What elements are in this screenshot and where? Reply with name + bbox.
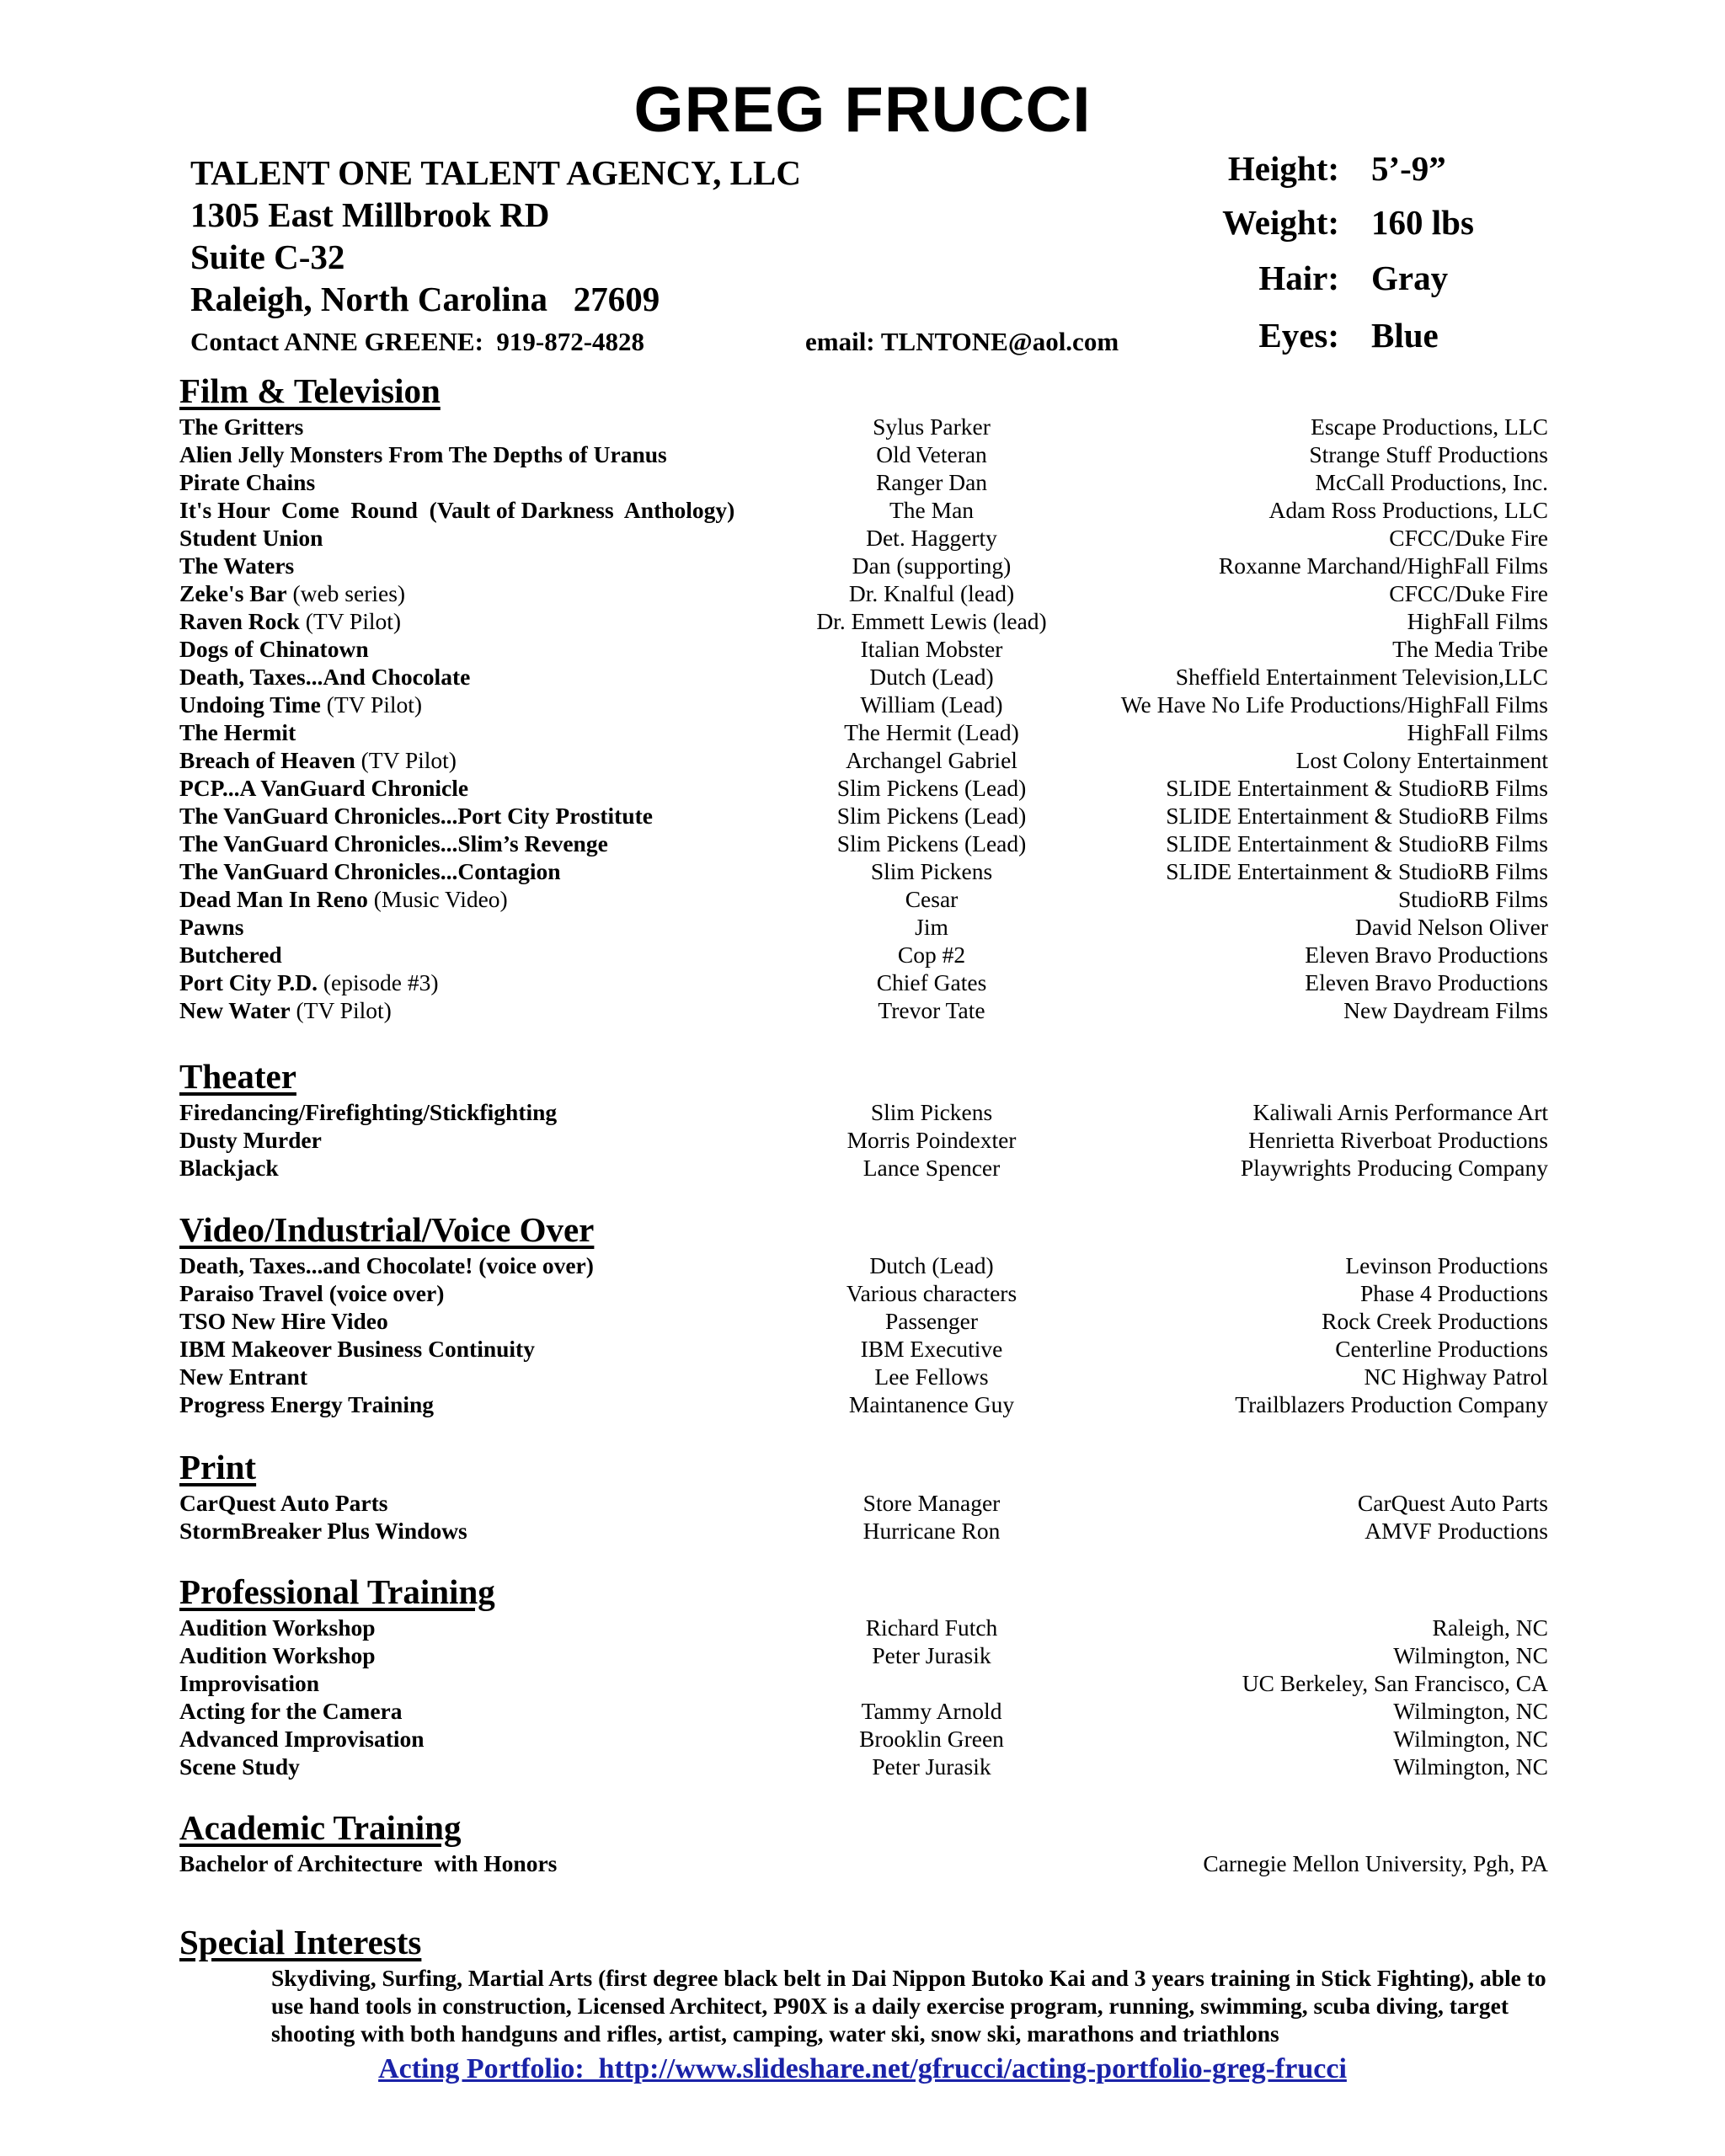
credit-title-cell xyxy=(179,746,457,774)
credit-org: Wilmington, NC xyxy=(1393,1726,1548,1752)
credit-org: David Nelson Oliver xyxy=(1354,914,1548,940)
section-professional-training xyxy=(179,1572,1548,1780)
credit-title-cell xyxy=(179,969,439,996)
credit-row xyxy=(179,1335,1548,1363)
credit-note: (TV Pilot) xyxy=(360,747,457,773)
stat-value: Blue xyxy=(1371,316,1439,355)
credit-row xyxy=(179,774,1548,802)
credit-row xyxy=(179,579,1548,607)
credit-org: CFCC/Duke Fire xyxy=(1389,525,1548,551)
section-print xyxy=(179,1447,1548,1545)
section-film-television xyxy=(179,371,1548,1024)
credit-title: Advanced Improvisation xyxy=(179,1726,425,1752)
credit-role: Det. Haggerty xyxy=(866,525,997,551)
credit-row xyxy=(179,913,1548,941)
credit-note: (TV Pilot) xyxy=(296,997,392,1023)
section-title: Print xyxy=(179,1448,257,1486)
credit-role: The Man xyxy=(889,497,975,523)
credit-row xyxy=(179,1753,1548,1780)
credit-role: Richard Futch xyxy=(865,1614,998,1641)
credit-role: Archangel Gabriel xyxy=(846,747,1017,773)
agency-email[interactable]: email: TLNTONE@aol.com xyxy=(805,327,1119,356)
credit-note: (web series) xyxy=(292,580,406,606)
credit-role: Peter Jurasik xyxy=(872,1642,991,1668)
credit-title: Progress Energy Training xyxy=(179,1391,435,1417)
credit-title: The VanGuard Chronicles...Slim’s Revenge xyxy=(179,830,608,857)
credit-title: CarQuest Auto Parts xyxy=(179,1490,388,1516)
credit-title: The VanGuard Chronicles...Port City Prostitute xyxy=(179,803,653,829)
credit-title-cell xyxy=(179,1669,319,1697)
credit-org: HighFall Films xyxy=(1407,608,1548,634)
credit-role: Hurricane Ron xyxy=(862,1518,1001,1544)
special-interests-text: Skydiving, Surfing, Martial Arts (first degree black belt in Dai Nippon Butoko Kai and 3 years training in Stick Fighting), able to use hand tools in construction, Licensed Architect, P90X is a daily exercise program, running, swimming, scuba diving, target shooting with both handguns and rifles, artist, camping, water ski, snow ski, marathons and triathlons xyxy=(271,1965,1546,2047)
credit-role: Passenger xyxy=(885,1308,978,1334)
credit-title-cell xyxy=(179,1849,557,1877)
credit-org: The Media Tribe xyxy=(1392,636,1548,662)
credit-org: Kaliwali Arnis Performance Art xyxy=(1252,1099,1548,1125)
agency-name: TALENT ONE TALENT AGENCY, LLC xyxy=(190,153,801,192)
section-title: Special Interests xyxy=(179,1923,422,1961)
credit-row xyxy=(179,718,1548,746)
agency-street: 1305 East Millbrook RD xyxy=(190,195,550,234)
credit-note: (TV Pilot) xyxy=(326,691,423,718)
credit-title-cell xyxy=(179,691,422,718)
credit-title-cell xyxy=(179,1517,467,1545)
credit-title-cell xyxy=(179,468,315,496)
credit-org: Levinson Productions xyxy=(1345,1252,1548,1278)
credit-row xyxy=(179,1363,1548,1390)
credit-title-cell xyxy=(179,440,667,468)
credit-row xyxy=(179,802,1548,830)
credit-title-cell xyxy=(179,774,468,802)
credit-title-cell xyxy=(179,941,282,969)
credit-org: SLIDE Entertainment & StudioRB Films xyxy=(1166,775,1548,801)
credit-title-cell xyxy=(179,1335,535,1363)
credit-role: Cesar xyxy=(905,886,959,912)
credit-org: UC Berkeley, San Francisco, CA xyxy=(1242,1670,1548,1696)
credit-row xyxy=(179,607,1548,635)
credit-row xyxy=(179,1641,1548,1669)
credit-role: William (Lead) xyxy=(860,691,1003,718)
credit-title: Zeke's Bar xyxy=(179,580,287,606)
credit-org: Wilmington, NC xyxy=(1393,1698,1548,1724)
credit-org: Strange Stuff Productions xyxy=(1309,441,1548,467)
section-title: Theater xyxy=(179,1057,296,1096)
credit-title-cell xyxy=(179,1725,425,1753)
credit-role: Peter Jurasik xyxy=(872,1753,991,1780)
section-academic-training xyxy=(179,1807,1548,1877)
credit-title: TSO New Hire Video xyxy=(179,1308,388,1334)
credit-org: Trailblazers Production Company xyxy=(1235,1391,1548,1417)
credit-title: Blackjack xyxy=(179,1155,279,1181)
credit-org: Sheffield Entertainment Television,LLC xyxy=(1175,664,1548,690)
credit-role: Jim xyxy=(915,914,948,940)
credit-org: McCall Productions, Inc. xyxy=(1315,469,1548,495)
agency-city: Raleigh, North Carolina 27609 xyxy=(190,280,660,318)
credit-org: Adam Ross Productions, LLC xyxy=(1268,497,1548,523)
credit-title: The Waters xyxy=(179,552,295,579)
credit-org: SLIDE Entertainment & StudioRB Films xyxy=(1166,830,1548,857)
credit-role: Sylus Parker xyxy=(873,414,991,440)
credit-org: Roxanne Marchand/HighFall Films xyxy=(1218,552,1548,579)
credit-title: Firedancing/Firefighting/Stickfighting xyxy=(179,1099,558,1125)
credit-title-cell xyxy=(179,1307,388,1335)
credit-role: Slim Pickens (Lead) xyxy=(836,803,1027,829)
credit-title: The VanGuard Chronicles...Contagion xyxy=(179,858,561,884)
credit-org: Wilmington, NC xyxy=(1393,1642,1548,1668)
credit-title-cell xyxy=(179,857,561,885)
credit-org: AMVF Productions xyxy=(1365,1518,1548,1544)
credit-title-cell xyxy=(179,635,369,663)
credit-role: Trevor Tate xyxy=(878,997,985,1023)
credit-row xyxy=(179,1251,1548,1279)
credit-title-cell xyxy=(179,718,296,746)
credit-note: (Music Video) xyxy=(373,886,508,912)
credit-row xyxy=(179,746,1548,774)
section-special-interests xyxy=(179,1922,1548,1964)
stat-value: 5’-9” xyxy=(1371,149,1446,188)
credit-org: StudioRB Films xyxy=(1397,886,1548,912)
credit-title: Improvisation xyxy=(179,1670,320,1696)
credit-role: Old Veteran xyxy=(876,441,987,467)
credit-row xyxy=(179,1154,1548,1182)
credit-title-cell xyxy=(179,996,392,1024)
credit-org: Centerline Productions xyxy=(1335,1336,1548,1362)
credit-title-cell xyxy=(179,1363,307,1390)
section-title: Film & Television xyxy=(179,371,441,410)
credit-org: Phase 4 Productions xyxy=(1359,1280,1548,1306)
credit-org: SLIDE Entertainment & StudioRB Films xyxy=(1166,803,1548,829)
credit-title-cell xyxy=(179,607,401,635)
credit-title: Dogs of Chinatown xyxy=(179,636,369,662)
credit-row xyxy=(179,830,1548,857)
portfolio-link[interactable]: Acting Portfolio: http://www.slideshare.net/gfrucci/acting-portfolio-greg-frucci xyxy=(378,2053,1347,2084)
credit-title-cell xyxy=(179,1614,376,1641)
credit-note: (episode #3) xyxy=(323,969,439,995)
credit-row xyxy=(179,524,1548,552)
stat-value: Gray xyxy=(1371,259,1449,297)
credit-title-cell xyxy=(179,1279,444,1307)
credit-row xyxy=(179,635,1548,663)
resume-name: GREG FRUCCI xyxy=(633,74,1092,146)
credit-role: Morris Poindexter xyxy=(846,1127,1017,1153)
agency-block xyxy=(190,152,801,320)
credit-org: Playwrights Producing Company xyxy=(1240,1155,1548,1181)
credit-title: StormBreaker Plus Windows xyxy=(179,1518,467,1544)
credit-role: Italian Mobster xyxy=(860,636,1003,662)
credit-title-cell xyxy=(179,579,405,607)
credit-title: Raven Rock xyxy=(179,608,300,634)
credit-title: New Water xyxy=(179,997,291,1023)
credit-title-cell xyxy=(179,1641,376,1669)
credit-role: Dutch (Lead) xyxy=(869,664,994,690)
credit-row xyxy=(179,1725,1548,1753)
credit-row xyxy=(179,941,1548,969)
credit-role: Cop #2 xyxy=(897,942,966,968)
credit-org: Escape Productions, LLC xyxy=(1311,414,1548,440)
credit-org: New Daydream Films xyxy=(1343,997,1548,1023)
credit-title-cell xyxy=(179,1489,387,1517)
credit-org: Eleven Bravo Productions xyxy=(1305,942,1548,968)
credit-row xyxy=(179,1307,1548,1335)
credit-role: Dr. Knalful (lead) xyxy=(848,580,1015,606)
credit-role: The Hermit (Lead) xyxy=(844,719,1019,745)
credit-row xyxy=(179,1697,1548,1725)
credit-title-cell xyxy=(179,1126,322,1154)
credit-title-cell xyxy=(179,1251,594,1279)
credit-row xyxy=(179,663,1548,691)
credit-title-cell xyxy=(179,1697,403,1725)
credit-title: Dusty Murder xyxy=(179,1127,322,1153)
credit-title: The Hermit xyxy=(179,719,296,745)
credit-row xyxy=(179,885,1548,913)
agency-suite: Suite C-32 xyxy=(190,237,345,276)
credit-title-cell xyxy=(179,1098,557,1126)
credit-role: Brooklin Green xyxy=(859,1726,1004,1752)
credit-row xyxy=(179,1669,1548,1697)
credit-role: Dr. Emmett Lewis (lead) xyxy=(816,608,1047,634)
credit-row xyxy=(179,1098,1548,1126)
section-title: Academic Training xyxy=(179,1808,462,1847)
credit-title-cell xyxy=(179,663,470,691)
section-video-industrial-voice-over xyxy=(179,1209,1548,1418)
credit-role: IBM Executive xyxy=(860,1336,1003,1362)
credit-title-cell xyxy=(179,830,608,857)
credit-org: We Have No Life Productions/HighFall Films xyxy=(1120,691,1548,718)
credit-role: Lance Spencer xyxy=(862,1155,1001,1181)
credit-title: Acting for the Camera xyxy=(179,1698,403,1724)
credit-row xyxy=(179,552,1548,579)
credit-title: Breach of Heaven xyxy=(179,747,355,773)
stat-label: Weight: xyxy=(1222,203,1339,242)
agency-contact: Contact ANNE GREENE: 919-872-4828 xyxy=(190,327,645,356)
stat-label: Height: xyxy=(1227,149,1339,188)
credit-row xyxy=(179,857,1548,885)
credit-org: HighFall Films xyxy=(1407,719,1548,745)
credit-role: Various characters xyxy=(846,1280,1017,1306)
credit-title: IBM Makeover Business Continuity xyxy=(179,1336,535,1362)
credit-org: Henrietta Riverboat Productions xyxy=(1248,1127,1548,1153)
credit-org: Wilmington, NC xyxy=(1393,1753,1548,1780)
credit-row xyxy=(179,1614,1548,1641)
credit-row xyxy=(179,996,1548,1024)
stat-value: 160 lbs xyxy=(1371,203,1474,242)
section-title: Video/Industrial/Voice Over xyxy=(179,1210,595,1249)
credit-role: Store Manager xyxy=(862,1490,1001,1516)
stat-label: Hair: xyxy=(1258,259,1339,297)
credit-org: Rock Creek Productions xyxy=(1322,1308,1548,1334)
credit-title: Butchered xyxy=(179,942,282,968)
credit-title-cell xyxy=(179,1390,434,1418)
credit-title: Alien Jelly Monsters From The Depths of Uranus xyxy=(179,441,667,467)
credit-title-cell xyxy=(179,524,323,552)
credit-title: Pawns xyxy=(179,914,244,940)
credit-role: Dutch (Lead) xyxy=(869,1252,994,1278)
credit-title: Audition Workshop xyxy=(179,1642,376,1668)
credit-row xyxy=(179,969,1548,996)
credit-title: Death, Taxes...And Chocolate xyxy=(179,664,471,690)
credit-title: Pirate Chains xyxy=(179,469,316,495)
credit-title: Student Union xyxy=(179,525,323,551)
credit-title: Port City P.D. xyxy=(179,969,318,995)
credit-row xyxy=(179,691,1548,718)
credit-row xyxy=(179,468,1548,496)
credit-role: Dan (supporting) xyxy=(852,552,1012,579)
credit-title-cell xyxy=(179,413,303,440)
credit-role: Maintanence Guy xyxy=(848,1391,1015,1417)
credit-org: Carnegie Mellon University, Pgh, PA xyxy=(1203,1850,1548,1876)
credit-title: Paraiso Travel (voice over) xyxy=(179,1280,445,1306)
credit-org: Lost Colony Entertainment xyxy=(1295,747,1548,773)
credit-role: Slim Pickens xyxy=(870,1099,993,1125)
credit-row xyxy=(179,440,1548,468)
credit-org: Raleigh, NC xyxy=(1432,1614,1548,1641)
credit-role: Slim Pickens (Lead) xyxy=(836,830,1027,857)
credit-title-cell xyxy=(179,1154,279,1182)
credit-row xyxy=(179,413,1548,440)
credit-title-cell xyxy=(179,885,508,913)
credit-row xyxy=(179,1517,1548,1545)
credit-org: Eleven Bravo Productions xyxy=(1305,969,1548,995)
credit-row xyxy=(179,1126,1548,1154)
credit-org: SLIDE Entertainment & StudioRB Films xyxy=(1166,858,1548,884)
credit-title: Undoing Time xyxy=(179,691,321,718)
stat-label: Eyes: xyxy=(1258,316,1339,355)
section-theater xyxy=(179,1056,1548,1182)
credit-title: Bachelor of Architecture with Honors xyxy=(179,1850,558,1876)
credit-role: Chief Gates xyxy=(876,969,987,995)
credit-title-cell xyxy=(179,913,243,941)
credit-org: NC Highway Patrol xyxy=(1364,1364,1548,1390)
credit-title: PCP...A VanGuard Chronicle xyxy=(179,775,469,801)
credit-row xyxy=(179,1279,1548,1307)
credit-title: Audition Workshop xyxy=(179,1614,376,1641)
credit-title-cell xyxy=(179,802,653,830)
credit-note: (TV Pilot) xyxy=(305,608,402,634)
credit-org: CFCC/Duke Fire xyxy=(1389,580,1548,606)
credit-row xyxy=(179,1390,1548,1418)
credit-row xyxy=(179,1489,1548,1517)
credit-role: Slim Pickens (Lead) xyxy=(836,775,1027,801)
credit-row xyxy=(179,496,1548,524)
credit-title: It's Hour Come Round (Vault of Darkness Anthology) xyxy=(179,497,735,523)
credit-role: Slim Pickens xyxy=(870,858,993,884)
credit-role: Tammy Arnold xyxy=(861,1698,1002,1724)
credit-title: Death, Taxes...and Chocolate! (voice over) xyxy=(179,1252,594,1278)
credit-title: Scene Study xyxy=(179,1753,300,1780)
section-title: Professional Training xyxy=(179,1572,495,1611)
credit-role: Lee Fellows xyxy=(874,1364,989,1390)
credit-title-cell xyxy=(179,1753,300,1780)
credit-row xyxy=(179,1849,1548,1877)
credit-title: New Entrant xyxy=(179,1364,308,1390)
credit-title: The Gritters xyxy=(179,414,304,440)
credit-org: CarQuest Auto Parts xyxy=(1357,1490,1548,1516)
credit-title-cell xyxy=(179,552,294,579)
credit-title-cell xyxy=(179,496,734,524)
credit-role: Ranger Dan xyxy=(875,469,988,495)
credit-title: Dead Man In Reno xyxy=(179,886,368,912)
